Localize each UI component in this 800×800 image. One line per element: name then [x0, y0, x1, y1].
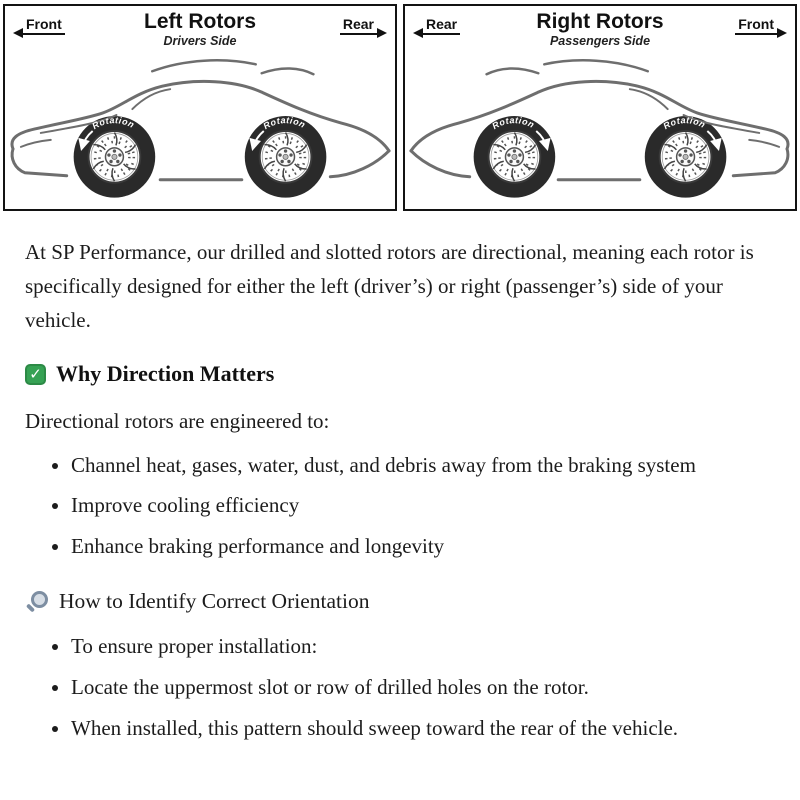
right-car-illustration — [405, 48, 795, 200]
panel-subtitle: Passengers Side — [549, 34, 651, 49]
check-badge-icon: ✓ — [25, 364, 46, 385]
front-direction-label — [701, 16, 787, 35]
list-item: • To ensure proper installation: — [71, 630, 775, 664]
rear-direction-label — [301, 16, 387, 35]
rotation-label-front: Rotation — [661, 115, 708, 132]
benefits-list — [25, 449, 775, 564]
rotor-direction-diagram — [0, 0, 800, 213]
rotation-label-rear: Rotation — [261, 115, 308, 132]
rear-label: Rear — [423, 16, 460, 35]
rear-rotor-illustration — [260, 131, 312, 183]
section1-title: Why Direction Matters — [56, 361, 275, 387]
rear-rotor-illustration — [489, 131, 541, 183]
magnifier-icon — [25, 590, 48, 613]
front-rotor-illustration — [89, 131, 141, 183]
section2-title: How to Identify Correct Orientation — [59, 589, 370, 614]
article-content — [0, 213, 800, 773]
left-panel-titles — [99, 11, 301, 48]
lead-paragraph: Directional rotors are engineered to: — [25, 409, 330, 434]
left-car-illustration — [5, 48, 395, 200]
front-label: Front — [23, 16, 65, 35]
arrow-left-icon — [413, 28, 423, 38]
rear-direction-label — [413, 16, 499, 35]
list-item: • Locate the uppermost slot or row of drilled holes on the rotor. — [71, 671, 775, 705]
orientation-list — [25, 630, 775, 745]
right-panel-header — [405, 6, 795, 48]
intro-paragraph: At SP Performance, our drilled and slotted rotors are directional, meaning each rotor is specifically designed for either the left (driver’s) or right (passenger’s) side of your vehicle. — [25, 240, 754, 333]
list-item: • Enhance braking performance and longevity — [71, 530, 775, 564]
left-panel-header — [5, 6, 395, 48]
left-rotors-panel — [3, 4, 397, 211]
list-item: • When installed, this pattern should sweep toward the rear of the vehicle. — [71, 712, 775, 746]
rotation-label-rear: Rotation — [490, 115, 537, 132]
front-direction-label — [13, 16, 99, 35]
list-item: • Improve cooling efficiency — [71, 489, 775, 523]
rotation-label-front: Rotation — [90, 115, 137, 132]
arrow-right-icon — [777, 28, 787, 38]
arrow-right-icon — [377, 28, 387, 38]
rear-label: Rear — [340, 16, 377, 35]
right-panel-titles — [499, 11, 701, 48]
panel-subtitle: Drivers Side — [163, 34, 237, 49]
list-item: • Channel heat, gases, water, dust, and debris away from the braking system — [71, 449, 775, 483]
identify-orientation-heading — [25, 589, 775, 614]
panel-title: Left Rotors — [144, 10, 256, 33]
panel-title: Right Rotors — [536, 10, 664, 33]
right-rotors-panel — [403, 4, 797, 211]
arrow-left-icon — [13, 28, 23, 38]
front-label: Front — [735, 16, 777, 35]
front-rotor-illustration — [660, 131, 712, 183]
why-direction-matters-heading — [25, 361, 775, 387]
